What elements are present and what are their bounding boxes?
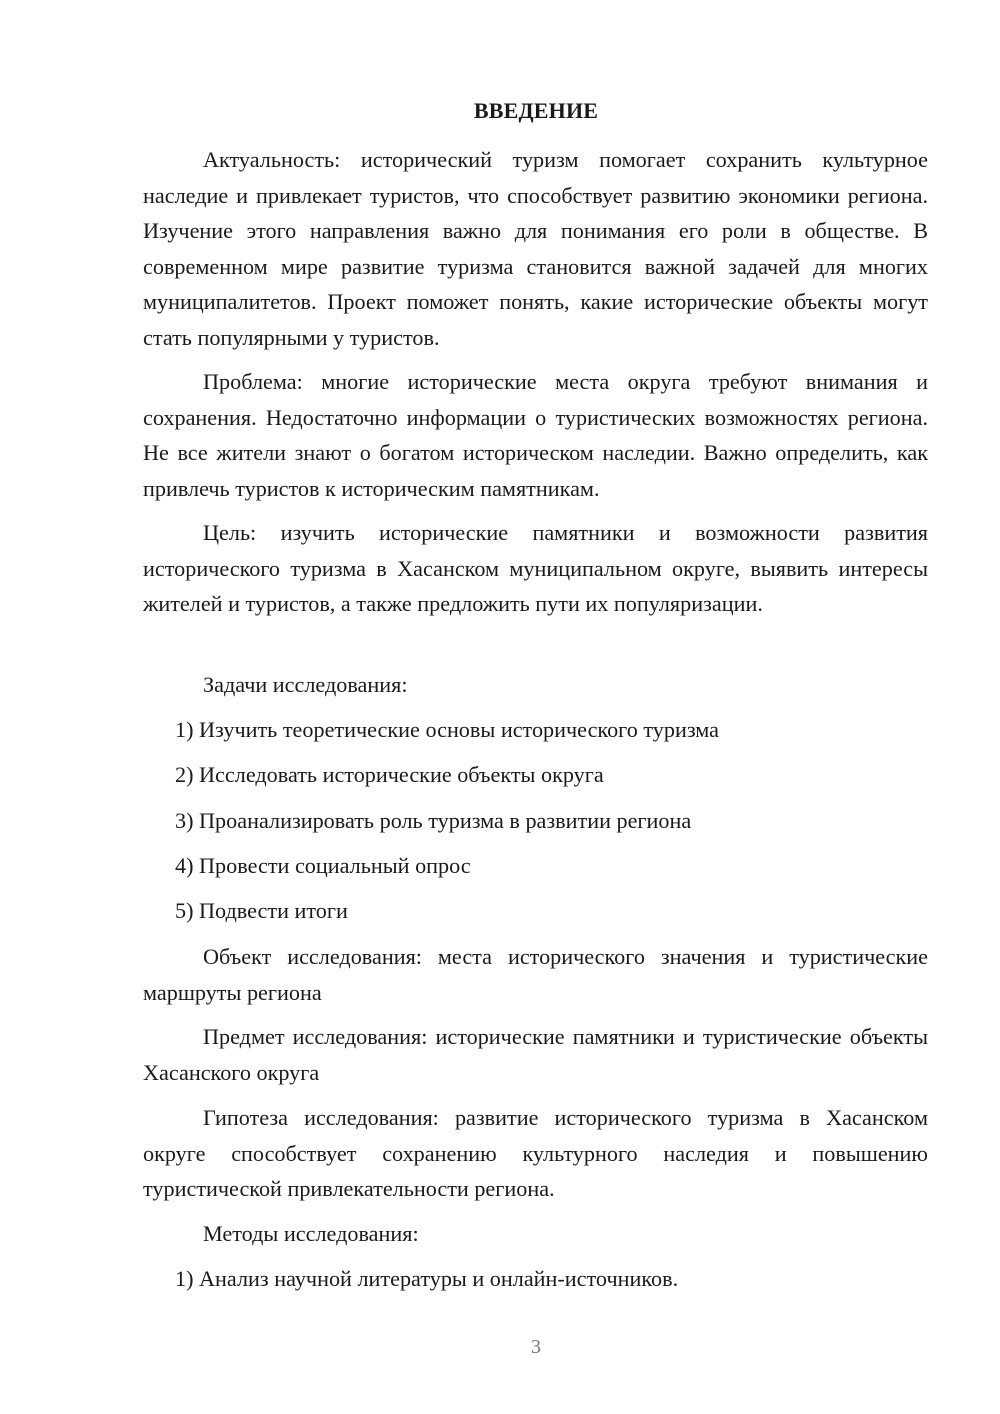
- object-paragraph: Объект исследования: места исторического значения и туристические маршруты региона: [143, 944, 928, 1005]
- problem-paragraph: Проблема: многие исторические места округа требуют внимания и сохранения. Недостаточно информации о туристических возможностях региона. Не все жители знают о богатом историческом наследии. Важно определить, как привлечь туристов к историческим памятникам.: [143, 369, 928, 501]
- task-item: 1) Изучить теоретические основы исторического туризма: [175, 717, 720, 742]
- relevance-paragraph: Актуальность: исторический туризм помогает сохранить культурное наследие и привлекает туристов, что способствует развитию экономики региона. Изучение этого направления важно для понимания его роли в обществе. В современном мире развитие туризма становится важной задачей для многих муниципалитетов. Проект поможет понять, какие исторические объекты могут стать популярными у туристов.: [143, 147, 928, 350]
- problem-block: [143, 364, 928, 506]
- methods-heading: Методы исследования:: [203, 1221, 419, 1246]
- task-item: 4) Провести социальный опрос: [175, 853, 471, 878]
- goal-block: [143, 515, 928, 622]
- page-number: 3: [531, 1336, 541, 1358]
- object-block: [143, 939, 928, 1010]
- hypothesis-block: [143, 1100, 928, 1207]
- relevance-block: [143, 142, 928, 355]
- hypothesis-paragraph: Гипотеза исследования: развитие исторического туризма в Хасанском округе способствует сохранению культурного наследия и повышению туристической привлекательности региона.: [143, 1105, 928, 1201]
- section-title: ВВЕДЕНИЕ: [473, 98, 599, 123]
- task-item: 2) Исследовать исторические объекты округа: [175, 762, 604, 787]
- subject-block: [143, 1019, 928, 1090]
- subject-paragraph: Предмет исследования: исторические памятники и туристические объекты Хасанского округа: [143, 1024, 928, 1085]
- task-item: 5) Подвести итоги: [175, 898, 348, 923]
- goal-paragraph: Цель: изучить исторические памятники и возможности развития исторического туризма в Хасанском муниципальном округе, выявить интересы жителей и туристов, а также предложить пути их популяризации.: [143, 520, 928, 616]
- task-item: 3) Проанализировать роль туризма в развитии региона: [175, 808, 692, 833]
- tasks-heading: Задачи исследования:: [203, 672, 408, 697]
- method-item: 1) Анализ научной литературы и онлайн-источников.: [175, 1266, 679, 1291]
